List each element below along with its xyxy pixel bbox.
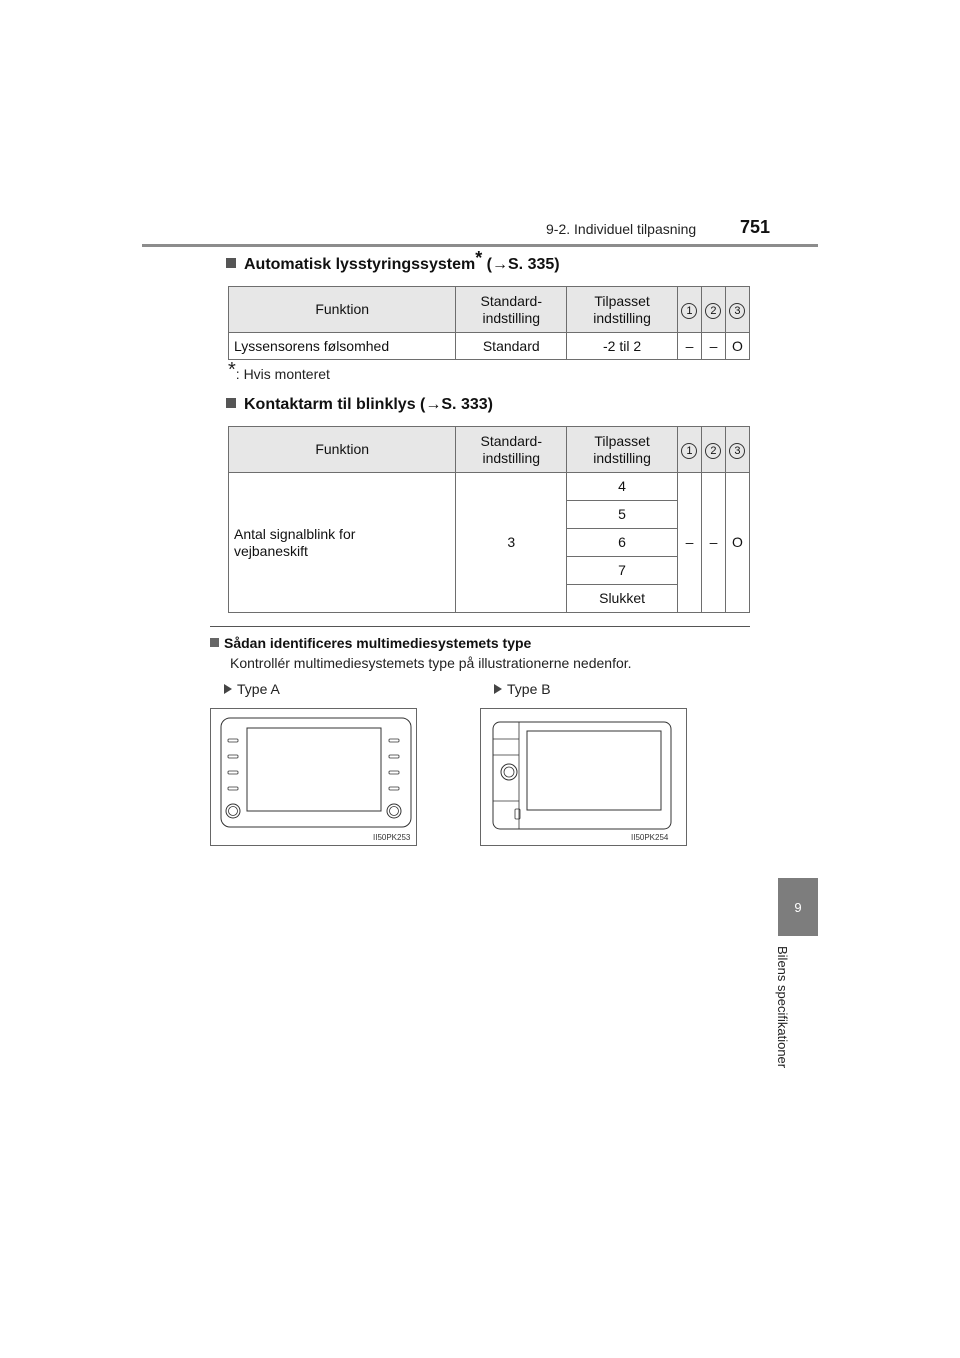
col-header-1: [677, 287, 701, 333]
col-header-tilpasset: Tilpasset indstilling: [567, 287, 678, 333]
multimedia-unit-type-b-icon: [481, 709, 686, 845]
chapter-label: [775, 946, 818, 1096]
triangle-bullet-icon: [224, 684, 232, 694]
cell-option: 6: [567, 529, 678, 557]
square-bullet-icon: [210, 638, 219, 647]
col-header-funktion: Funktion: [229, 287, 456, 333]
type-b-text: Type B: [507, 681, 551, 697]
cell-option: 4: [567, 473, 678, 501]
type-a-label: [224, 681, 280, 697]
info-divider: [210, 626, 750, 627]
circled-number-1: 1: [681, 303, 697, 319]
square-bullet-icon: [226, 398, 236, 408]
type-b-label: [494, 681, 551, 697]
asterisk-marker: *: [475, 248, 483, 268]
circled-number-3: 3: [729, 443, 745, 459]
cell-tilpasset: -2 til 2: [567, 333, 678, 360]
cell-option: 5: [567, 501, 678, 529]
cell-col1: –: [677, 473, 701, 613]
col-header-3: [725, 287, 749, 333]
settings-table-light-control: [228, 286, 750, 360]
header-divider: [142, 244, 818, 247]
col-header-tilpasset: Tilpasset indstilling: [567, 427, 678, 473]
table-row: [229, 333, 750, 360]
cell-option: Slukket: [567, 585, 678, 613]
cell-option: 7: [567, 557, 678, 585]
cell-funktion: Lyssensorens følsomhed: [229, 333, 456, 360]
circled-number-2: 2: [705, 303, 721, 319]
header-section-title: 9-2. Individuel tilpasning: [546, 221, 697, 237]
cell-col1: –: [677, 333, 701, 360]
section-title: Automatisk lysstyringssystem: [244, 256, 476, 273]
illustration-type-a: [210, 708, 417, 846]
info-text: Kontrollér multimediesystemets type på illustrationerne nedenfor.: [230, 655, 632, 671]
col-header-2: [701, 427, 725, 473]
cell-funktion-text: Antal signalblink for vejbaneskift: [234, 525, 356, 559]
illustration-type-b: [480, 708, 687, 846]
chapter-tab[interactable]: [778, 878, 818, 936]
col-header-funktion: Funktion: [229, 427, 456, 473]
circled-number-3: 3: [729, 303, 745, 319]
multimedia-unit-type-a-icon: [211, 709, 416, 845]
type-a-text: Type A: [237, 681, 280, 697]
cell-col3: O: [725, 473, 749, 613]
chapter-label-text: Bilens specifikationer: [775, 946, 790, 1069]
circled-number-1: 1: [681, 443, 697, 459]
col-header-standard: Standard- indstilling: [456, 427, 567, 473]
info-title: Sådan identificeres multimediesystemets type: [224, 635, 532, 651]
illustration-code: II50PK254: [631, 833, 669, 842]
page-number: 751: [740, 217, 771, 237]
info-heading: [210, 635, 531, 651]
section-title: Kontaktarm til blinklys: [244, 396, 416, 413]
triangle-bullet-icon: [494, 684, 502, 694]
cell-col2: –: [701, 473, 725, 613]
settings-table-turn-signal: [228, 426, 750, 613]
chapter-number: 9: [794, 899, 802, 915]
cell-standard: Standard: [456, 333, 567, 360]
cell-col2: –: [701, 333, 725, 360]
col-header-1: [677, 427, 701, 473]
circled-number-2: 2: [705, 443, 721, 459]
cell-standard: 3: [456, 473, 567, 613]
illustration-code: II50PK253: [373, 833, 411, 842]
col-header-standard: Standard- indstilling: [456, 287, 567, 333]
section-heading-light-control: [226, 248, 560, 274]
cell-col3: O: [725, 333, 749, 360]
page-reference-link[interactable]: (→S. 333): [420, 396, 493, 413]
table-row: [229, 473, 750, 501]
col-header-3: [725, 427, 749, 473]
square-bullet-icon: [226, 258, 236, 268]
section-heading-turn-signal: [226, 396, 493, 414]
footnote-text: : Hvis monteret: [235, 366, 330, 382]
col-header-2: [701, 287, 725, 333]
cell-funktion: [229, 473, 456, 613]
footnote-asterisk: *: [228, 359, 236, 381]
page-reference-link[interactable]: (→S. 335): [486, 256, 560, 273]
footnote: [228, 359, 330, 382]
